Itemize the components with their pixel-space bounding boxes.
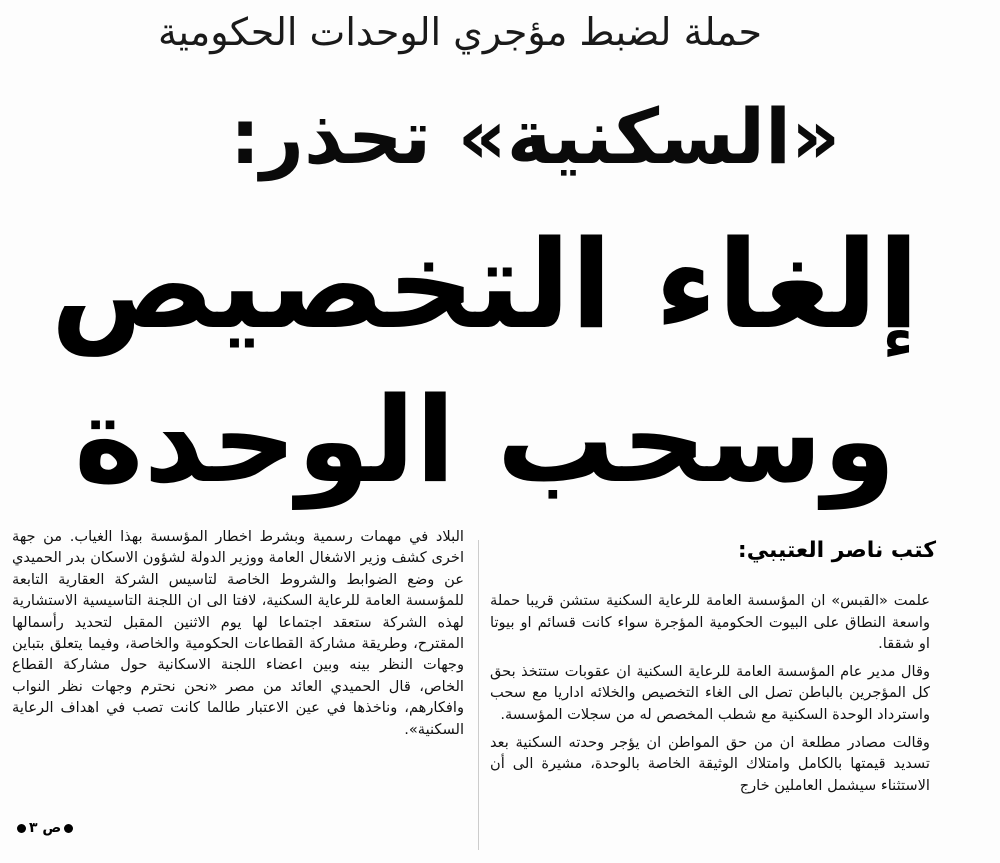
headline-line-1: «السكنية» تحذر: <box>229 92 841 181</box>
headline-line-3: وسحب الوحدة <box>73 371 897 509</box>
continuation-marker <box>14 816 94 840</box>
paragraph: وقالت مصادر مطلعة ان من حق المواطن ان يؤجر وحدته السكنية بعد تسديد قيمتها بالكامل وامتلاك الوثيقة الخاصة بالوحدة، مشيرة الى أن الاستثناء سيشمل العاملين خارج <box>490 733 930 794</box>
continuation-page: ص ٣ <box>29 820 62 836</box>
headline-line-2: إلغاء التخصيص <box>50 214 920 356</box>
byline: كتب ناصر العتيبي: <box>737 538 936 563</box>
paragraph: البلاد في مهمات رسمية وبشرط اخطار المؤسسة بهذا الغياب. من جهة اخرى كشف وزير الاشغال العامة ووزير الدولة لشؤون الاسكان بدر الحميدي عن وضع الضوابط والشروط الخاصة لتاسيس الشركة العقارية التابعة للمؤسسة العامة للرعاية السكنية، لافتا الى ان اللجنة التاسيسية الاستشارية لهذه الشركة ستعقد اجتماعا لها يوم الاثنين المقبل لتحديد رأسمالها المقترح، وطريقة مشاركة القطاعات الحكومية والخاصة، وفيما يتعلق بتباين وجهات النظر بينه وبين اعضاء اللجنة الاسكانية حول مشاركة القطاع الخاص، قال الحميدي العائد من مصر «نحن نحترم وجهات نظر النواب وافكارهم، وناخذها في عين الاعتبار طالما كانت تصب في اهداف الرعاية السكنية». <box>12 528 464 738</box>
bullet-dot-icon <box>64 824 73 833</box>
article-column-right <box>490 590 930 860</box>
article-column-left <box>12 526 464 858</box>
article-kicker: حملة لضبط مؤجري الوحدات الحكومية <box>158 10 762 54</box>
column-divider <box>478 540 479 850</box>
paragraph: علمت «القبس» ان المؤسسة العامة للرعاية السكنية ستشن قريبا حملة واسعة النطاق على البيوت الحكومية المؤجرة سواء كانت قسائم او بيوتا او شققا. <box>490 592 930 653</box>
paragraph: وقال مدير عام المؤسسة العامة للرعاية السكنية ان عقوبات ستتخذ بحق كل المؤجرين بالباطن تصل الى الغاء التخصيص والخلائه اداريا مع سحب واسترداد الوحدة السكنية مع شطب المخصص له من سجلات المؤسسة. <box>490 662 930 723</box>
bullet-dot-icon <box>17 824 26 833</box>
